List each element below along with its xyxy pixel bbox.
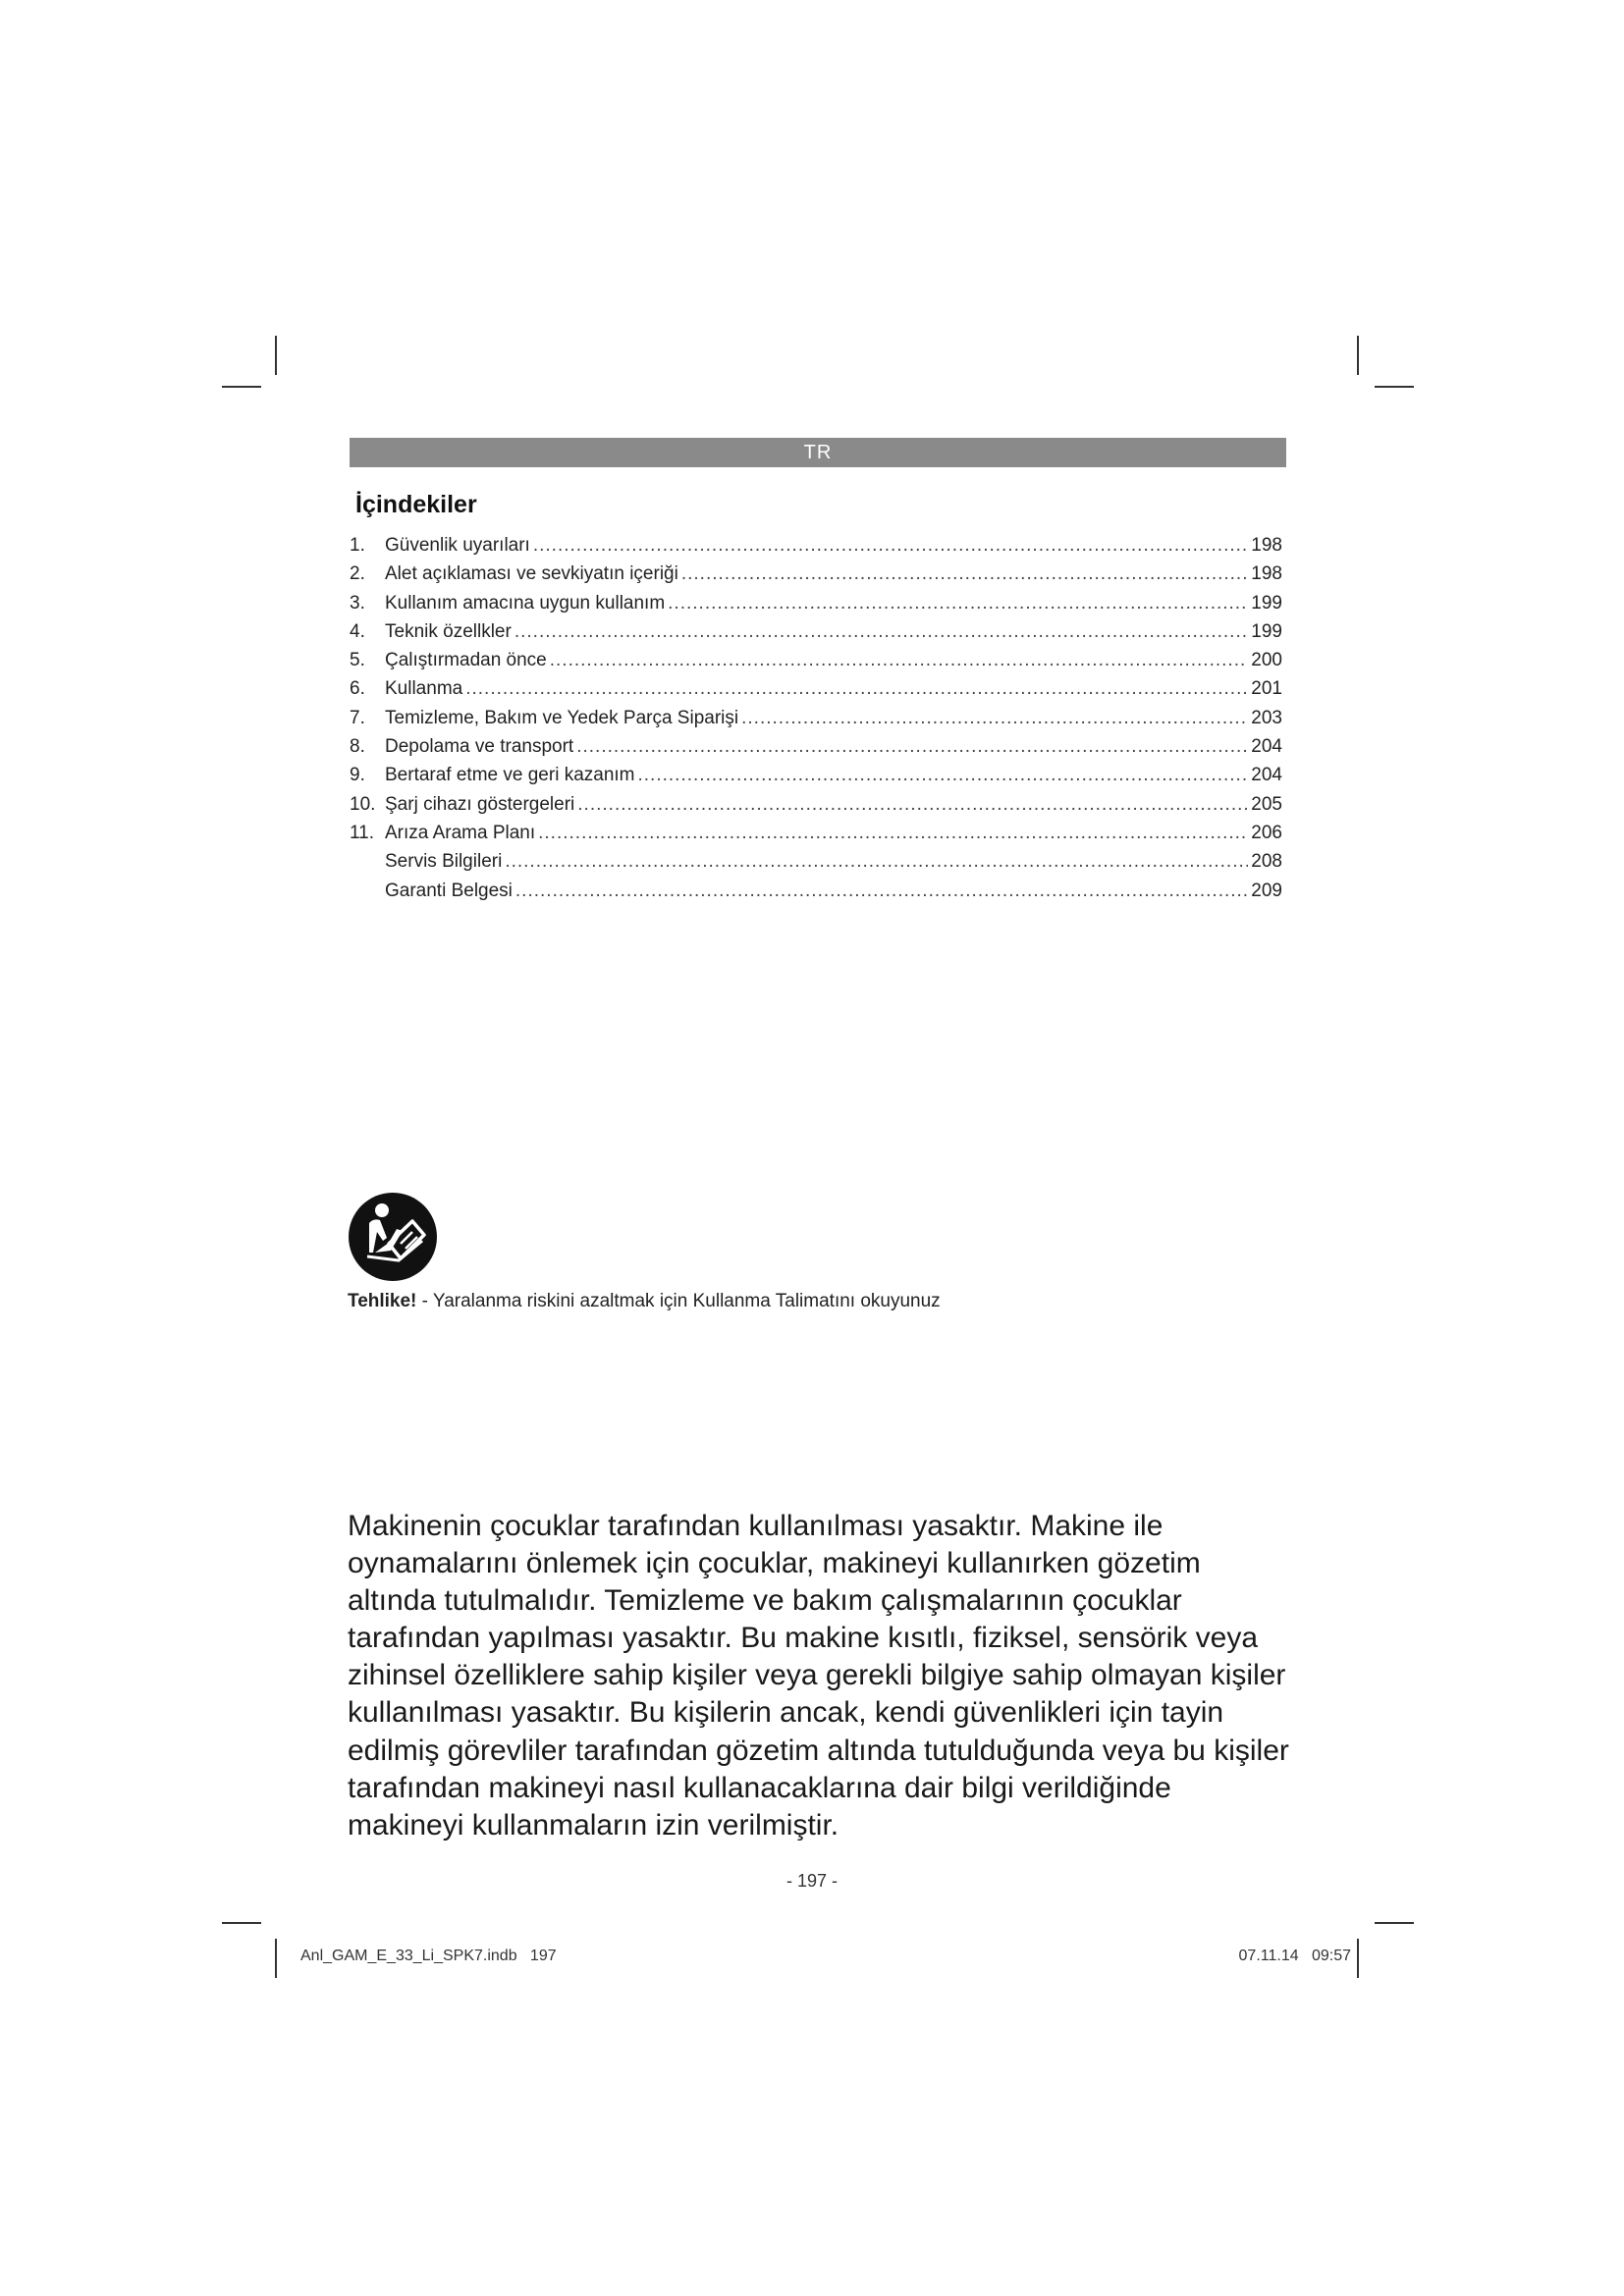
toc-item-leader — [538, 823, 1248, 844]
toc-item — [350, 851, 1282, 880]
toc-item-leader — [638, 765, 1249, 786]
toc-item — [350, 678, 1282, 707]
toc-item-leader — [505, 851, 1248, 873]
toc-item-page: 206 — [1251, 822, 1282, 843]
toc-item — [350, 736, 1282, 765]
toc-item-label: Çalıştırmadan önce — [385, 650, 547, 671]
toc-item-leader — [741, 708, 1248, 729]
toc-item-leader — [533, 535, 1248, 557]
toc-item-page: 198 — [1251, 563, 1282, 585]
toc-item-number: 3. — [350, 592, 365, 614]
crop-mark-bottom-left-vertical — [275, 1939, 277, 1978]
toc-item-number: 7. — [350, 707, 365, 728]
language-header-bar — [350, 438, 1286, 467]
toc-item-number: 4. — [350, 620, 365, 642]
toc-item-page: 205 — [1251, 793, 1282, 815]
toc-item — [350, 621, 1282, 650]
child-safety-notice: Makinenin çocuklar tarafından kullanılması yasaktır. Makine ile oynamalarını önlemek için çocuklar, makineyi kullanırken gözetim altında tutulmalıdır. Temizleme ve bakım çalışmalarının çocuklar tarafından yapılması yasaktır. Bu makine kısıtlı, fiziksel, sensörik veya zihinsel özelliklere sahip kişiler veya gerekli bilgiye sahip olmayan kişiler kullanılması yasaktır. Bu kişilerin ancak, kendi güvenlikleri için tayin edilmiş görevliler tarafından gözetim altında tutulduğunda veya bu kişiler tarafından makineyi nasıl kullanacaklarına dair bilgi verildiğinde makineyi kullanmaların izin verilmiştir. — [348, 1510, 1289, 1842]
toc-item — [350, 563, 1282, 592]
crop-mark-top-right-vertical — [1357, 336, 1359, 375]
page-number: - 197 - — [785, 1871, 839, 1891]
toc-item-number: 9. — [350, 765, 365, 786]
toc-item-leader — [550, 650, 1249, 671]
crop-mark-bottom-left-horizontal — [222, 1922, 261, 1924]
toc-item-leader — [515, 881, 1248, 902]
toc-item-number: 11. — [350, 822, 375, 843]
toc-item-page: 209 — [1251, 880, 1282, 901]
toc-item-page: 204 — [1251, 736, 1282, 758]
toc-item-label: Garanti Belgesi — [385, 880, 513, 901]
toc-item-leader — [465, 678, 1248, 700]
toc-item-page: 199 — [1251, 620, 1282, 642]
toc-item-leader — [681, 563, 1248, 585]
toc-title: İçindekiler — [355, 491, 477, 518]
crop-mark-bottom-right-horizontal — [1375, 1922, 1414, 1924]
toc-item-page: 208 — [1251, 851, 1282, 873]
toc-item — [350, 794, 1282, 823]
toc-item-page: 200 — [1251, 650, 1282, 671]
toc-item-number: 10. — [350, 793, 376, 815]
toc-item-label: Güvenlik uyarıları — [385, 535, 530, 556]
toc-item-leader — [514, 621, 1248, 643]
toc-item-page: 204 — [1251, 765, 1282, 786]
footer-file-name: Anl_GAM_E_33_Li_SPK7.indb 197 — [300, 1948, 557, 1964]
toc-item-number: 8. — [350, 736, 365, 758]
warning-text — [348, 1291, 941, 1312]
toc-item-label: Arıza Arama Planı — [385, 822, 536, 843]
language-code: TR — [803, 441, 833, 463]
toc-item-number: 6. — [350, 678, 365, 700]
read-manual-icon — [348, 1192, 438, 1282]
toc-item-page: 199 — [1251, 592, 1282, 614]
toc-item-leader — [577, 794, 1248, 816]
toc-item-label: Teknik özellkler — [385, 620, 512, 642]
toc-item-page: 198 — [1251, 535, 1282, 556]
toc-item — [350, 765, 1282, 793]
toc-item-number: 5. — [350, 650, 365, 671]
toc-item-leader — [668, 593, 1248, 614]
toc-item-label: Kullanma — [385, 678, 463, 700]
toc-item-page: 201 — [1251, 678, 1282, 700]
toc-item-number: 2. — [350, 563, 365, 585]
toc-item-label: Bertaraf etme ve geri kazanım — [385, 765, 635, 786]
warning-label: Tehlike! — [348, 1291, 417, 1311]
toc-item-label: Depolama ve transport — [385, 736, 574, 758]
toc-item-page: 203 — [1251, 707, 1282, 728]
toc-item-label: Alet açıklaması ve sevkiyatın içeriği — [385, 563, 678, 585]
toc-item-label: Kullanım amacına uygun kullanım — [385, 592, 666, 614]
warning-message: - Yaralanma riskini azaltmak için Kullanma Talimatını okuyunuz — [416, 1291, 941, 1311]
toc-item — [350, 650, 1282, 678]
footer-timestamp: 07.11.14 09:57 — [1238, 1948, 1351, 1964]
toc-item — [350, 593, 1282, 621]
toc-item-label: Temizleme, Bakım ve Yedek Parça Siparişi — [385, 707, 739, 728]
crop-mark-top-right-horizontal — [1375, 386, 1414, 388]
toc-item-leader — [576, 736, 1248, 758]
toc-item-label: Şarj cihazı göstergeleri — [385, 793, 575, 815]
toc-item-label: Servis Bilgileri — [385, 851, 503, 873]
toc-item — [350, 708, 1282, 736]
crop-mark-top-left-horizontal — [222, 386, 261, 388]
toc-item — [350, 535, 1282, 563]
crop-mark-top-left-vertical — [275, 336, 277, 375]
table-of-contents — [350, 535, 1282, 909]
toc-item — [350, 881, 1282, 909]
toc-item — [350, 823, 1282, 851]
toc-item-number: 1. — [350, 535, 365, 556]
crop-mark-bottom-right-vertical — [1357, 1939, 1359, 1978]
